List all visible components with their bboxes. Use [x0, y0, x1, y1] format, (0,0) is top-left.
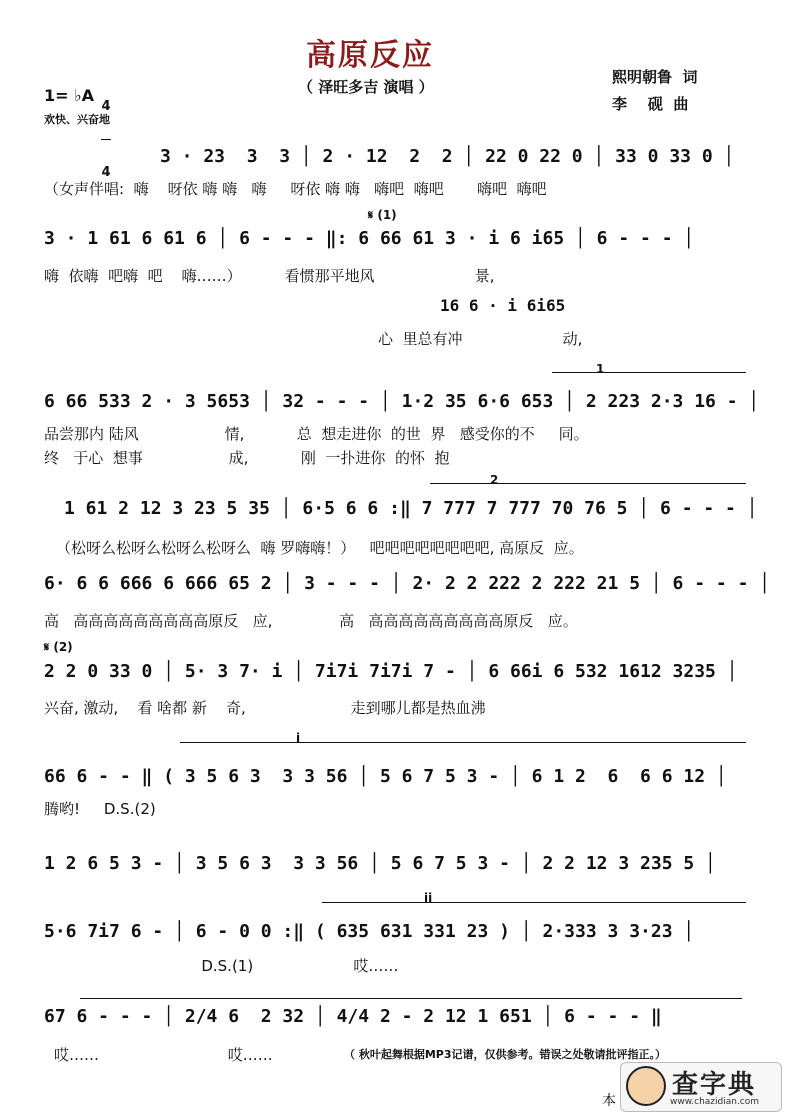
score-row-2-alt-notes: 16 6 · i 6i65	[440, 296, 566, 315]
score-row-5-notes: 6· 6 6 666 6 666 65 2 │ 3 - - - │ 2· 2 2 222 2 222 21 5 │ 6 - - - │	[44, 573, 771, 594]
page-mark: 本	[602, 1093, 616, 1109]
score-row-9-notes: 5·6 7i7 6 - │ 6 - 0 0 :‖ ( 635 631 331 23 ) │ 2·333 3 3·23 │	[44, 921, 695, 942]
score-row-3-notes: 6 66 533 2 · 3 5653 │ 32 - - - │ 1·2 35 6·6 653 │ 2 223 2·3 16 - │	[44, 391, 760, 412]
score-row-1-notes: 3 · 23 3 3 │ 2 · 12 2 2 │ 22 0 22 0 │ 33 0 33 0 │	[160, 146, 735, 167]
score-row-7-lyrics: 腾哟! D.S.(2)	[44, 800, 156, 818]
volta-number-2: 2	[490, 473, 499, 487]
score-row-1-lyrics: （女声伴唱: 嗨 呀依 嗨 嗨 嗨 呀依 嗨 嗨 嗨吧 嗨吧 嗨吧 嗨吧	[44, 180, 547, 198]
logo-text[interactable]: 查字典	[672, 1070, 757, 1100]
song-title: 高原反应	[306, 38, 434, 73]
score-row-2-notes: 3 · 1 61 6 61 6 │ 6 - - - ‖: 6 66 61 3 · i 6 i65 │ 6 - - - │	[44, 228, 695, 249]
lyricist-credit: 熙明朝鲁 词	[612, 68, 698, 86]
score-row-7-notes: 66 6 - - ‖ ( 3 5 6 3 3 3 56 │ 5 6 7 5 3 - │ 6 1 2 6 6 6 12 │	[44, 766, 727, 787]
transcriber-note: （ 秋叶起舞根据MP3记谱，仅供参考。错误之处敬请批评指正。）	[344, 1048, 666, 1061]
segno-marker-1: 𝄋 (1)	[368, 208, 397, 222]
volta-number-1: 1	[596, 362, 605, 376]
score-row-4-notes: 1 61 2 12 3 23 5 35 │ 6·5 6 6 :‖ 7 777 7 777 70 76 5 │ 6 - - - │	[64, 498, 758, 519]
score-row-6-lyrics: 兴奋, 激动, 看 啥都 新 奇, 走到哪儿都是热血沸	[44, 699, 486, 717]
volta-bracket-i	[180, 742, 746, 743]
tempo-marking: 欢快、兴奋地	[44, 113, 110, 126]
segno-marker-2: 𝄋 (2)	[44, 640, 73, 654]
score-row-8-notes: 1 2 6 5 3 - │ 3 5 6 3 3 3 56 │ 5 6 7 5 3 - │ 2 2 12 3 235 5 │	[44, 853, 716, 874]
volta-number-i: i	[296, 731, 301, 745]
time-signature-top: 4	[101, 99, 111, 114]
key-signature: 1= ♭A	[44, 86, 95, 105]
time-signature	[101, 74, 111, 192]
score-row-10-lyrics: 哎…… 哎……	[54, 1046, 273, 1064]
score-row-2-alt-lyrics: 心 里总有冲 动,	[378, 330, 583, 348]
score-row-10-notes: 67 6 - - - │ 2/4 6 2 32 │ 4/4 2 - 2 12 1 651 │ 6 - - - ‖	[44, 1006, 662, 1027]
volta-number-ii: ii	[424, 891, 433, 905]
score-row-5-lyrics: 高 高高高高高高高高高原反 应, 高 高高高高高高高高高原反 应。	[44, 612, 578, 630]
composer-credit: 李 砚 曲	[612, 95, 689, 113]
time-signature-bottom: 4	[101, 165, 111, 180]
logo-mascot-icon	[626, 1066, 666, 1106]
volta-bracket-2	[430, 483, 746, 484]
score-row-4-lyrics: （松呀么松呀么松呀么松呀么 嗨 罗嗨嗨！） 吧吧吧吧吧吧吧吧, 高原反 应。	[56, 539, 584, 557]
volta-bracket-ii	[322, 902, 746, 903]
score-row-9-lyrics: D.S.(1) 哎……	[44, 957, 399, 975]
logo-url[interactable]: www.chazidian.com	[670, 1097, 760, 1107]
singer-credit: （ 泽旺多吉 演唱 ）	[298, 78, 434, 96]
score-row-3-lyrics-verse-2: 终 于心 想事 成, 刚 一扑进你 的怀 抱	[44, 449, 450, 467]
score-row-6-notes: 2 2 0 33 0 │ 5· 3 7· i │ 7i7i 7i7i 7 - │ 6 66i 6 532 1612 3235 │	[44, 661, 738, 682]
score-row-3-lyrics-verse-1: 品尝那内 陆风 情, 总 想走进你 的世 界 感受你的不 同。	[44, 425, 589, 443]
tie-long	[80, 998, 742, 999]
volta-bracket-1	[552, 372, 746, 373]
score-row-2-lyrics: 嗨 依嗨 吧嗨 吧 嗨……） 看惯那平地风 景,	[44, 267, 495, 285]
